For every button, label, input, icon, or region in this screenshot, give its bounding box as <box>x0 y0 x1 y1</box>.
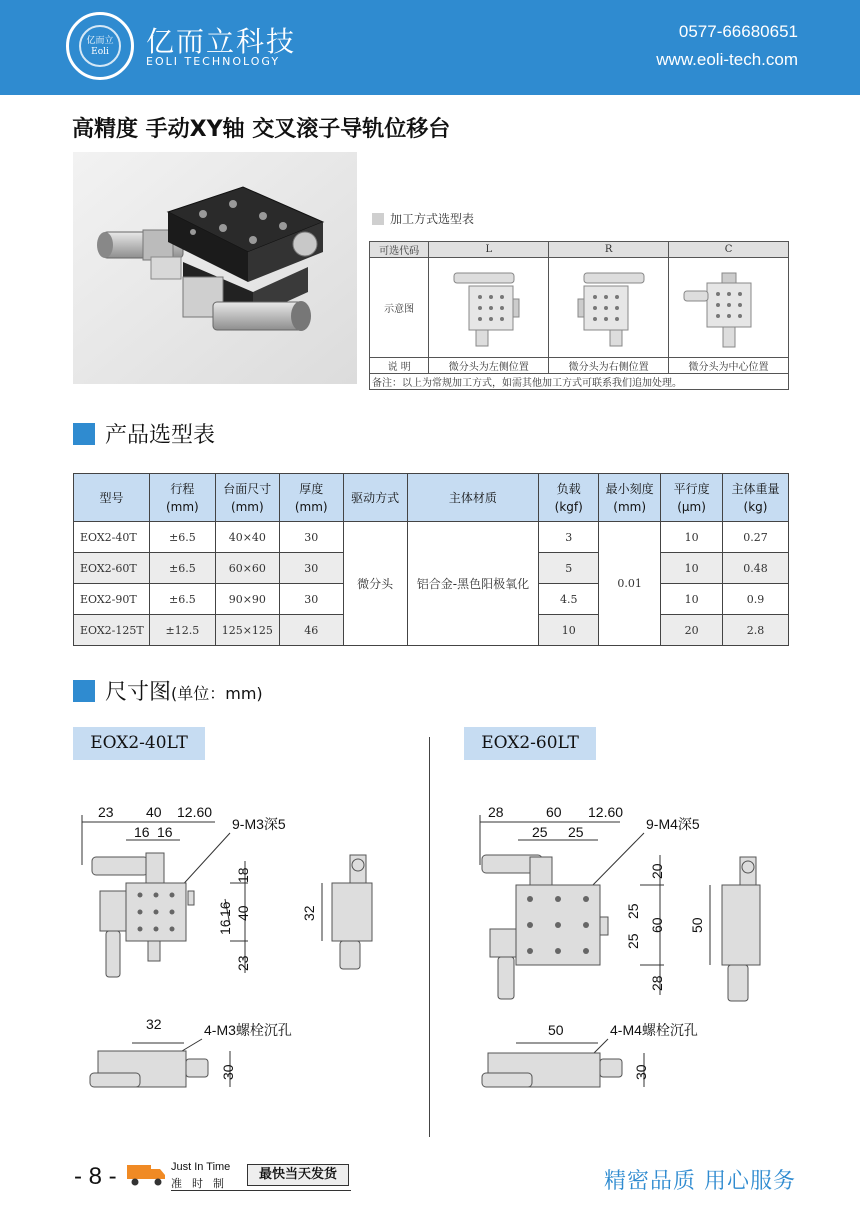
label-square-icon <box>372 213 384 225</box>
diagram-c <box>669 258 789 358</box>
dim-25d: 25 <box>625 933 641 949</box>
processing-header-label: 可选代码 <box>370 242 429 258</box>
dim-thread-label-right: 9-M4深5 <box>646 816 700 832</box>
diagram-l <box>429 258 549 358</box>
desc-l: 微分头为左侧位置 <box>429 358 549 374</box>
diagram-row-label: 示意图 <box>370 258 429 358</box>
spec-header-cell <box>215 474 279 522</box>
processing-table <box>369 241 789 390</box>
size-cell: 90×90 <box>215 584 279 615</box>
diagram-r <box>549 258 669 358</box>
dim-60-top: 60 <box>546 804 562 820</box>
code-l: L <box>429 242 549 258</box>
parallelism-cell: 10 <box>661 522 723 553</box>
header-bar <box>0 0 860 95</box>
model-cell: EOX2-60T <box>74 553 150 584</box>
delivery-truck-icon <box>127 1163 167 1187</box>
dimension-unit: (单位：mm) <box>171 684 263 703</box>
brand-name-en: EOLI TECHNOLOGY <box>146 55 281 68</box>
model-cell: EOX2-125T <box>74 615 150 646</box>
processing-diagram-row <box>370 258 789 358</box>
size-cell: 40×40 <box>215 522 279 553</box>
travel-cell: ±12.5 <box>149 615 215 646</box>
desc-r: 微分头为右侧位置 <box>549 358 669 374</box>
dim-16a: 16 <box>134 824 150 840</box>
dim-16c: 16 <box>217 901 233 917</box>
thickness-cell: 30 <box>279 522 343 553</box>
header-text: 行程 (mm) <box>165 481 199 514</box>
weight-cell: 0.48 <box>723 553 789 584</box>
dim-30-right: 30 <box>633 1064 649 1080</box>
parallelism-cell: 10 <box>661 553 723 584</box>
dimension-section-heading <box>73 675 263 706</box>
header-text: 主体重量 (kg) <box>731 481 780 514</box>
page-title: 高精度 手动XY轴 交叉滚子导轨位移台 <box>72 117 451 142</box>
processing-table-label <box>372 210 474 227</box>
spec-header-row <box>74 474 789 522</box>
footer-underline <box>171 1190 351 1191</box>
load-cell: 10 <box>539 615 599 646</box>
dim-25b: 25 <box>568 824 584 840</box>
spec-header-cell <box>599 474 661 522</box>
thickness-cell: 30 <box>279 584 343 615</box>
load-cell: 4.5 <box>539 584 599 615</box>
dim-bolt-label-right: 4-M4螺栓沉孔 <box>610 1022 698 1038</box>
processing-note-row <box>370 374 789 390</box>
dim-60-side: 60 <box>649 917 665 933</box>
header-text: 主体材质 <box>448 490 497 505</box>
dim-25c: 25 <box>625 903 641 919</box>
processing-label-text: 加工方式选型表 <box>390 212 475 226</box>
dim-28-side: 28 <box>649 975 665 991</box>
website-url: www.eoli-tech.com <box>656 50 798 69</box>
spec-header-cell <box>74 474 150 522</box>
brand-name-cn: 亿而立科技 <box>146 25 297 58</box>
dimension-section-title: 尺寸图 <box>105 680 172 705</box>
section-marker-icon <box>73 680 95 702</box>
desc-c: 微分头为中心位置 <box>669 358 789 374</box>
dim-50-bottom: 50 <box>548 1022 564 1038</box>
thickness-cell: 46 <box>279 615 343 646</box>
model-cell: EOX2-90T <box>74 584 150 615</box>
processing-note: 备注：以上为常规加工方式，如需其他加工方式可联系我们追加处理。 <box>370 374 789 390</box>
dim-28-top: 28 <box>488 804 504 820</box>
dim-32-side: 32 <box>301 905 317 921</box>
desc-row-label: 说 明 <box>370 358 429 374</box>
dim-bolt-label: 4-M3螺栓沉孔 <box>204 1022 292 1038</box>
spec-section-title: 产品选型表 <box>105 423 216 448</box>
footer-slogan: 精密品质 用心服务 <box>604 1169 796 1194</box>
dim-12-60: 12.60 <box>177 804 213 820</box>
weight-cell: 0.9 <box>723 584 789 615</box>
header-text: 型号 <box>99 490 124 505</box>
model-tag-left: EOX2-40LT <box>73 727 205 760</box>
company-logo <box>66 12 134 80</box>
code-r: R <box>549 242 669 258</box>
spec-header-cell <box>407 474 539 522</box>
min-scale-cell: 0.01 <box>599 522 661 646</box>
page-number: - 8 - <box>74 1163 117 1190</box>
dim-thread-label: 9-M3深5 <box>232 816 286 832</box>
size-cell: 60×60 <box>215 553 279 584</box>
spec-header-cell <box>279 474 343 522</box>
dim-16d: 16 <box>217 919 233 935</box>
dim-12-60-right: 12.60 <box>588 804 624 820</box>
dim-25a: 25 <box>532 824 548 840</box>
dim-50-side: 50 <box>689 917 705 933</box>
table-row <box>74 522 789 553</box>
section-marker-icon <box>73 423 95 445</box>
logo-emblem <box>79 25 121 67</box>
processing-header-row <box>370 242 789 258</box>
travel-cell: ±6.5 <box>149 553 215 584</box>
load-cell: 3 <box>539 522 599 553</box>
dim-18: 18 <box>235 867 251 883</box>
spec-header-cell <box>343 474 407 522</box>
spec-section-heading <box>73 418 215 449</box>
code-c: C <box>669 242 789 258</box>
drive-cell: 微分头 <box>343 522 407 646</box>
header-text: 厚度 (mm) <box>294 481 328 514</box>
drawing-divider <box>429 737 430 1137</box>
product-photo <box>73 152 357 384</box>
dimension-drawing-right <box>470 795 800 1105</box>
processing-desc-row <box>370 358 789 374</box>
phone-number: 0577-66680651 <box>678 22 798 41</box>
size-cell: 125×125 <box>215 615 279 646</box>
dim-32-bottom: 32 <box>146 1016 162 1032</box>
header-text: 平行度 (μm) <box>673 481 710 514</box>
spec-header-cell <box>723 474 789 522</box>
model-tag-right: EOX2-60LT <box>464 727 596 760</box>
dimension-drawing-left <box>70 795 400 1105</box>
dim-30-left: 30 <box>220 1064 236 1080</box>
model-cell: EOX2-40T <box>74 522 150 553</box>
travel-cell: ±6.5 <box>149 584 215 615</box>
dim-23-side: 23 <box>235 955 251 971</box>
material-cell: 铝合金-黑色阳极氧化 <box>407 522 539 646</box>
dim-23-top: 23 <box>98 804 114 820</box>
spec-header-cell <box>539 474 599 522</box>
spec-header-cell <box>149 474 215 522</box>
fast-delivery-badge: 最快当天发货 <box>247 1164 349 1186</box>
parallelism-cell: 10 <box>661 584 723 615</box>
logo-text-cn: 亿而立 <box>86 36 114 46</box>
header-text: 负载 (kgf) <box>554 481 583 514</box>
header-text: 最小刻度 (mm) <box>605 481 654 514</box>
load-cell: 5 <box>539 553 599 584</box>
dim-20: 20 <box>649 863 665 879</box>
weight-cell: 0.27 <box>723 522 789 553</box>
dim-40-side: 40 <box>235 905 251 921</box>
travel-cell: ±6.5 <box>149 522 215 553</box>
thickness-cell: 30 <box>279 553 343 584</box>
dim-40-top: 40 <box>146 804 162 820</box>
header-text: 驱动方式 <box>351 490 400 505</box>
dim-16b: 16 <box>157 824 173 840</box>
spec-header-cell <box>661 474 723 522</box>
parallelism-cell: 20 <box>661 615 723 646</box>
jit-chinese: 准时制 <box>171 1177 234 1190</box>
jit-english: Just In Time <box>171 1161 231 1173</box>
logo-text-en: Eoli <box>91 47 109 57</box>
spec-table <box>73 473 789 646</box>
weight-cell: 2.8 <box>723 615 789 646</box>
header-text: 台面尺寸 (mm) <box>223 481 272 514</box>
